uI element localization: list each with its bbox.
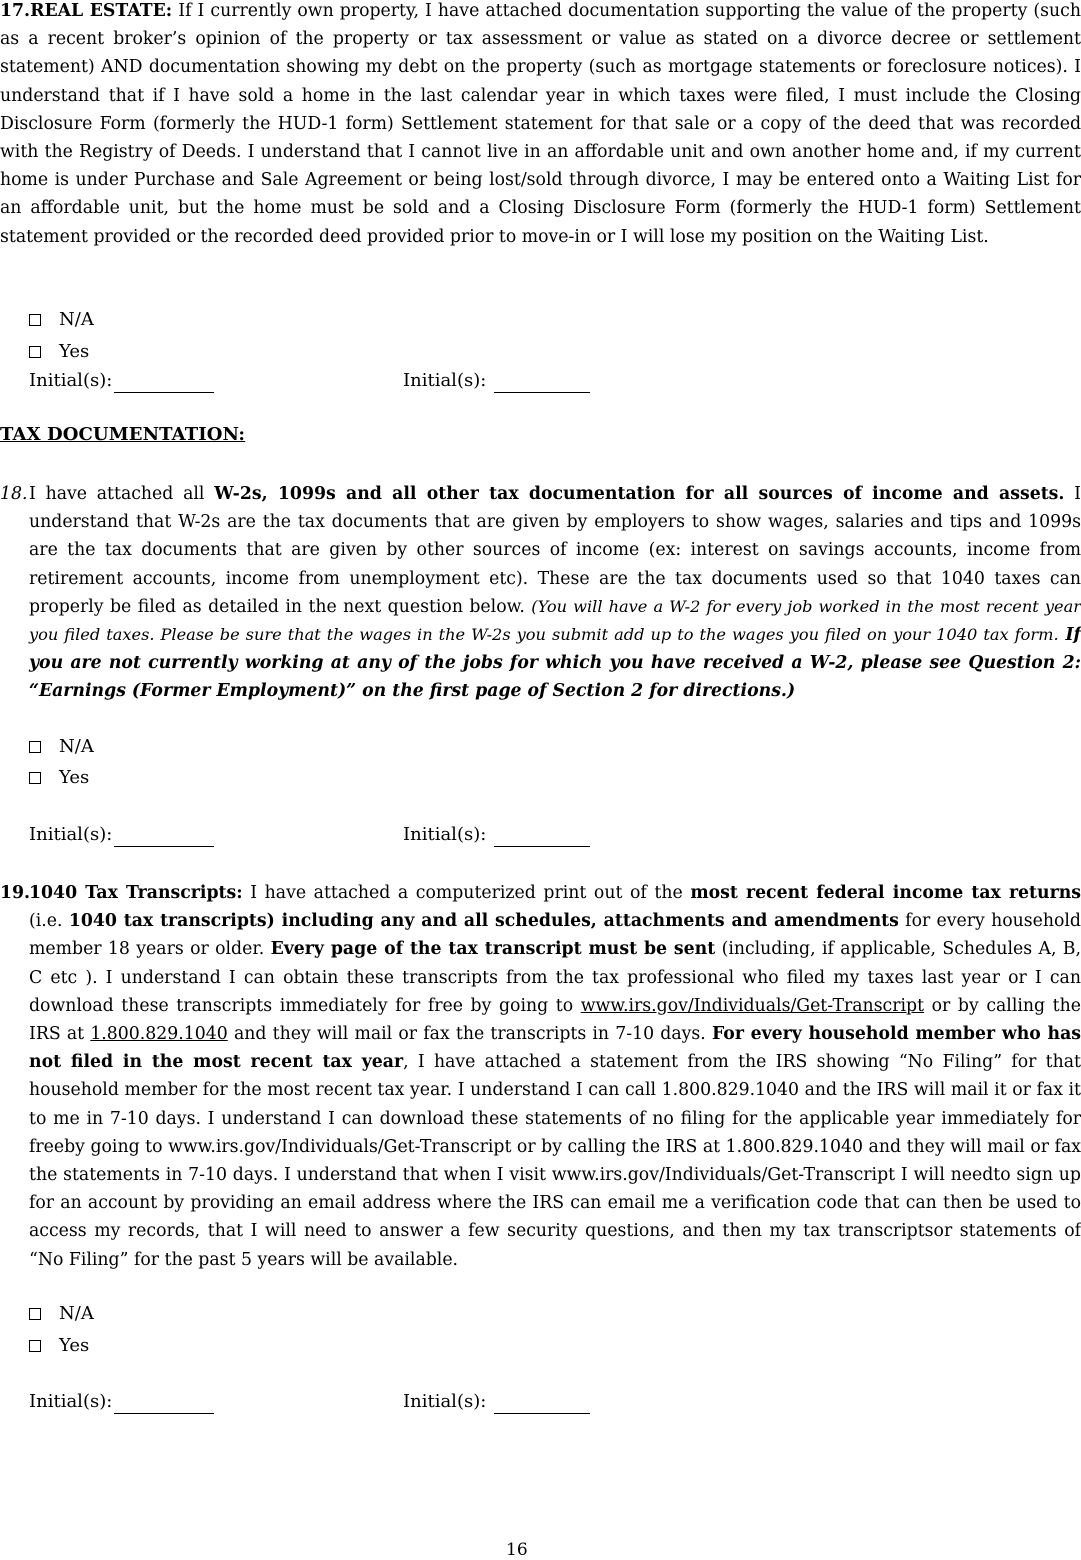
irs-transcript-link[interactable]: www.irs.gov/Individuals/Get-Transcript bbox=[580, 995, 925, 1016]
item-17-text: If I currently own property, I have attached documentation supporting the value of the property (such as a recent broker’s opinion of the property or tax assessment or value as stated on a divorce decree or settlement statement) AND documentation showing my debt on the property (such as mortgage statements or foreclosure notices). I understand that if I have sold a home in the last calendar year in which taxes were filed, I must include the Closing Disclosure Form (formerly the HUD-1 form) Settlement statement for that sale or a copy of the deed that was recorded with the Registry of Deeds. I understand that I cannot live in an affordable unit and own another home and, if my current home is under Purchase and Sale Agreement or being lost/sold through divorce, I may be entered onto a Waiting List for an affordable unit, but the home must be sold and a Closing Disclosure Form (formerly the HUD-1 form) Settlement statement provided or the recorded deed provided prior to move-in or I will lose my position on the Waiting List. bbox=[0, 1, 1081, 247]
irs-phone-link[interactable]: 1.800.829.1040 bbox=[90, 1024, 228, 1045]
item-19-text-3: for every household member 18 years or older. bbox=[29, 911, 1081, 960]
item-18-na-option[interactable] bbox=[29, 735, 94, 759]
item-19-bold-1: most recent federal income tax returns bbox=[690, 883, 1081, 903]
initials-line[interactable] bbox=[494, 828, 590, 847]
checkbox-icon[interactable] bbox=[29, 1340, 41, 1352]
item-19-text-2: (i.e. bbox=[29, 911, 69, 932]
item-19-label: 1040 Tax Transcripts: bbox=[29, 883, 243, 903]
initials-label: Initial(s): bbox=[403, 1391, 487, 1412]
checkbox-icon[interactable] bbox=[29, 346, 41, 358]
item-18-bold-italic-note: If you are not currently working at any of the jobs for which you have received a W-2, please see Question 2: “Earnings (Former Employment)” on the first page of Section 2 for directions.) bbox=[29, 625, 1081, 702]
item-18-number: 18. bbox=[0, 484, 28, 504]
initials-line[interactable] bbox=[494, 374, 590, 393]
item-19-number: 19. bbox=[0, 883, 31, 903]
initials-line[interactable] bbox=[494, 1395, 590, 1414]
item-19-text-7: , I have attached a statement from the IRS showing “No Filing” for that household member for the most recent tax year. I understand I can call 1.800.829.1040 and the IRS will mail it or fax it to me in 7-10 days. I understand I can download these statements of no filing for the applicable year immediately for freeby going to www.irs.gov/Individuals/Get-Transcript or by calling the IRS at 1.800.829.1040 and they will mail or fax the statements in 7-10 days. I understand that when I visit www.irs.gov/Individuals/Get-Transcript I will needto sign up for an account by providing an email address where the IRS can email me a verification code that can then be used to access my records, that I will need to answer a few security questions, and then my tax transcriptsor statements of “No Filing” for the past 5 years will be available. bbox=[29, 1052, 1081, 1270]
item-19-paragraph bbox=[29, 879, 1081, 1274]
option-label: N/A bbox=[59, 309, 94, 330]
item-19-text-1: I have attached a computerized print out of the bbox=[242, 883, 691, 903]
item-18-italic-note: (You will have a W-2 for every job worked in the most recent year you filed taxes. Please be sure that the wages in the W-2s you submit add up to the wages you filed on your 1040 tax form. bbox=[29, 596, 1081, 645]
item-19-bold-4: For every household member who has not filed in the most recent tax year bbox=[29, 1024, 1081, 1073]
item-19-na-option[interactable] bbox=[29, 1302, 94, 1326]
option-label: Yes bbox=[59, 341, 90, 362]
initials-label: Initial(s): bbox=[29, 370, 113, 391]
item-18-text-2: I understand that W-2s are the tax documents that are given by employers to show wages, salaries and tips and 1099s are the tax documents that are given by other sources of income (ex: interest on savings accounts, income from retirement accounts, income from unemployment etc). These are the tax documents used so that 1040 taxes can properly be filed as detailed in the next question below. bbox=[29, 484, 1081, 617]
checkbox-icon[interactable] bbox=[29, 772, 41, 784]
checkbox-icon[interactable] bbox=[29, 741, 41, 753]
item-19-text-5: or by calling the IRS at bbox=[29, 995, 1081, 1045]
item-17-initials-2 bbox=[403, 369, 590, 393]
item-18-yes-option[interactable] bbox=[29, 766, 89, 790]
item-17-initials-1 bbox=[29, 369, 214, 393]
item-19-text-4: (including, if applicable, Schedules A, B, C etc ). I understand I can obtain these transcripts from the tax professional who filed my taxes last year or I can download these transcripts immediately for free by going to bbox=[29, 939, 1081, 1016]
initials-label: Initial(s): bbox=[403, 370, 487, 391]
option-label: N/A bbox=[59, 736, 94, 757]
initials-line[interactable] bbox=[114, 1395, 214, 1414]
initials-label: Initial(s): bbox=[29, 824, 113, 845]
option-label: Yes bbox=[59, 1335, 90, 1356]
item-19-bold-3: Every page of the tax transcript must be sent bbox=[270, 939, 716, 960]
item-19-yes-option[interactable] bbox=[29, 1334, 89, 1358]
item-19-initials-1 bbox=[29, 1390, 214, 1414]
item-17-na-option[interactable] bbox=[29, 308, 94, 332]
initials-line[interactable] bbox=[114, 374, 214, 393]
checkbox-icon[interactable] bbox=[29, 314, 41, 326]
checkbox-icon[interactable] bbox=[29, 1308, 41, 1320]
item-18-text-1: I have attached all bbox=[29, 484, 215, 504]
initials-label: Initial(s): bbox=[403, 824, 487, 845]
item-17-label: REAL ESTATE: bbox=[30, 1, 173, 21]
item-19-bold-2: 1040 tax transcripts) including any and all schedules, attachments and amendments bbox=[68, 911, 899, 932]
option-label: N/A bbox=[59, 1303, 94, 1324]
initials-label: Initial(s): bbox=[29, 1391, 113, 1412]
initials-line[interactable] bbox=[114, 828, 214, 847]
item-18-initials-2 bbox=[403, 823, 590, 847]
item-17-paragraph bbox=[0, 0, 1081, 251]
option-label: Yes bbox=[59, 767, 90, 788]
item-17-number: 17. bbox=[0, 1, 31, 21]
item-19-initials-2 bbox=[403, 1390, 590, 1414]
item-18-initials-1 bbox=[29, 823, 214, 847]
item-18-bold-1: W-2s, 1099s and all other tax documentation for all sources of income and assets. bbox=[214, 484, 1065, 504]
item-17-yes-option[interactable] bbox=[29, 340, 89, 364]
item-18-paragraph bbox=[29, 480, 1081, 706]
item-19-text-6: and they will mail or fax the transcripts in 7-10 days. bbox=[227, 1024, 712, 1045]
section-heading: TAX DOCUMENTATION: bbox=[0, 424, 246, 445]
page-number: 16 bbox=[506, 1540, 528, 1560]
